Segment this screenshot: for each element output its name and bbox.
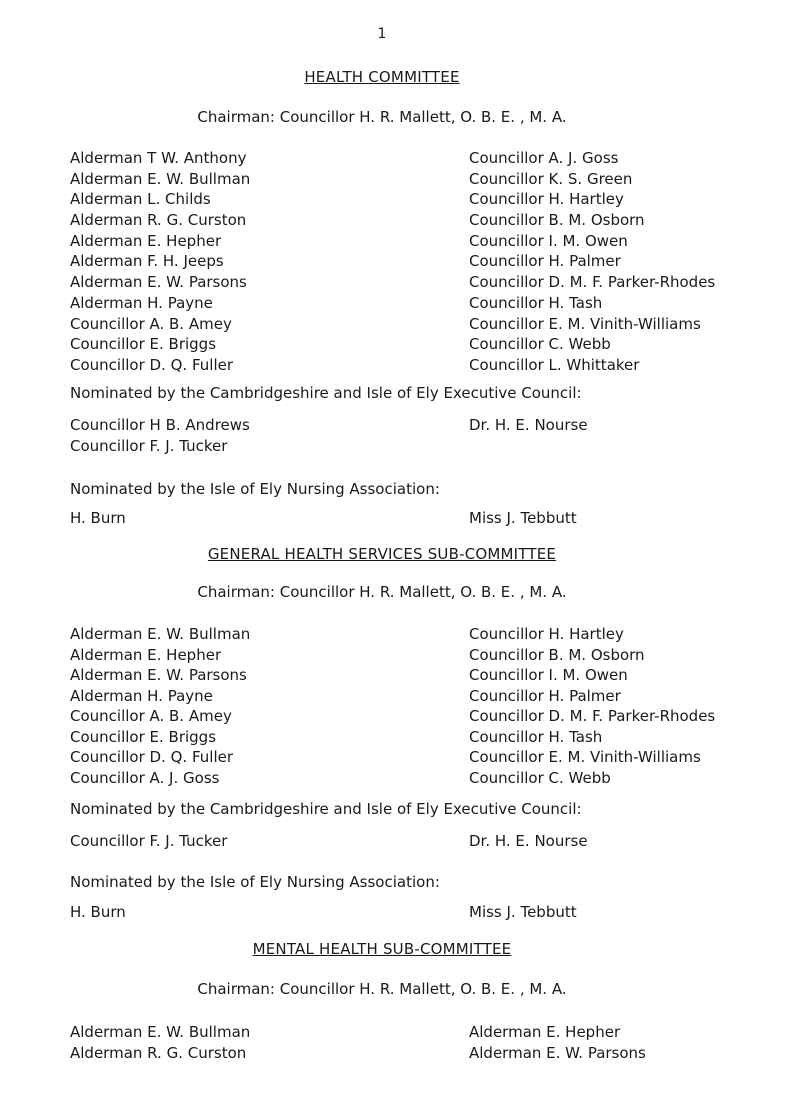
nursing-nomination-note: Nominated by the Isle of Ely Nursing Association:: [70, 480, 440, 498]
member-entry: Councillor L. Whittaker: [469, 355, 640, 374]
cambs-nomination-note: Nominated by the Cambridgeshire and Isle of Ely Executive Council:: [70, 384, 582, 402]
member-entry: Councillor C. Webb: [469, 335, 611, 354]
mental-sub-committee-title: MENTAL HEALTH SUB-COMMITTEE: [252, 940, 512, 958]
health-committee-chairman: Chairman: Councillor H. R. Mallett, O. B. E. , M. A.: [197, 108, 567, 126]
nominee-entry: Miss J. Tebbutt: [469, 903, 577, 921]
nominee-entry: Councillor F. J. Tucker: [70, 437, 228, 455]
general-sub-committee-title: GENERAL HEALTH SERVICES SUB-COMMITTEE: [207, 545, 557, 563]
member-entry: Alderman T W. Anthony: [70, 149, 247, 167]
member-entry: Alderman E. W. Bullman: [70, 625, 251, 643]
member-entry: Alderman L. Childs: [70, 190, 211, 209]
member-entry: Councillor D. M. F. Parker-Rhodes: [469, 273, 716, 292]
member-entry: Councillor D. Q. Fuller: [70, 748, 234, 766]
nominee-entry: H. Burn: [70, 509, 126, 527]
member-entry: Councillor A. B. Amey: [70, 707, 232, 725]
member-entry: Councillor E. M. Vinith-Williams: [469, 748, 701, 766]
member-entry: Councillor C. Webb: [469, 768, 611, 787]
member-entry: Alderman F. H. Jeeps: [70, 252, 224, 271]
health-committee-left-list: [70, 148, 250, 376]
member-entry: Councillor H. Hartley: [469, 190, 624, 209]
member-entry: Alderman E. W. Bullman: [70, 1023, 251, 1041]
member-entry: Councillor H. Tash: [469, 727, 603, 746]
mental-sub-committee-right-list: [469, 1022, 646, 1063]
member-entry: Alderman E. W. Parsons: [70, 273, 247, 292]
health-committee-right-list: [469, 148, 715, 376]
member-entry: Councillor A. J. Goss: [70, 768, 220, 787]
general-sub-committee-left-list: [70, 624, 250, 788]
member-entry: Alderman E. W. Bullman: [70, 169, 251, 188]
general-sub-committee-chairman: Chairman: Councillor H. R. Mallett, O. B. E. , M. A.: [197, 583, 567, 601]
health-committee-title: HEALTH COMMITTEE: [304, 68, 460, 86]
member-entry: Alderman E. W. Parsons: [469, 1043, 646, 1062]
cambs-nomination-note: Nominated by the Cambridgeshire and Isle of Ely Executive Council:: [70, 800, 582, 818]
nominee-entry: Councillor H B. Andrews: [70, 416, 250, 434]
member-entry: Councillor I. M. Owen: [469, 231, 628, 250]
member-entry: Councillor E. Briggs: [70, 335, 217, 354]
member-entry: Councillor A. J. Goss: [469, 149, 619, 167]
page-number: 1: [377, 26, 387, 42]
member-entry: Alderman E. Hepher: [70, 645, 222, 664]
member-entry: Councillor D. M. F. Parker-Rhodes: [469, 707, 716, 725]
member-entry: Councillor E. Briggs: [70, 727, 217, 746]
nominee-entry: Dr. H. E. Nourse: [469, 832, 588, 850]
nominee-entry: Dr. H. E. Nourse: [469, 416, 588, 434]
nominee-entry: Miss J. Tebbutt: [469, 509, 577, 527]
nominee-entry: Councillor F. J. Tucker: [70, 832, 228, 850]
member-entry: Alderman E. W. Parsons: [70, 666, 247, 684]
member-entry: Alderman E. Hepher: [469, 1023, 621, 1041]
member-entry: Councillor H. Palmer: [469, 686, 621, 705]
member-entry: Councillor H. Palmer: [469, 252, 621, 271]
member-entry: Councillor H. Hartley: [469, 625, 624, 643]
general-sub-committee-right-list: [469, 624, 715, 788]
member-entry: Councillor D. Q. Fuller: [70, 355, 234, 374]
mental-sub-committee-chairman: Chairman: Councillor H. R. Mallett, O. B. E. , M. A.: [197, 980, 567, 998]
nominee-entry: H. Burn: [70, 903, 126, 921]
member-entry: Councillor K. S. Green: [469, 169, 633, 188]
member-entry: Councillor B. M. Osborn: [469, 211, 645, 230]
member-entry: Councillor B. M. Osborn: [469, 645, 645, 664]
member-entry: Councillor H. Tash: [469, 293, 603, 312]
member-entry: Alderman E. Hepher: [70, 231, 222, 250]
member-entry: Councillor I. M. Owen: [469, 666, 628, 684]
member-entry: Alderman H. Payne: [70, 293, 213, 312]
member-entry: Alderman H. Payne: [70, 686, 213, 705]
mental-sub-committee-left-list: [70, 1022, 250, 1063]
member-entry: Alderman R. G. Curston: [70, 211, 247, 230]
member-entry: Alderman R. G. Curston: [70, 1043, 247, 1062]
member-entry: Councillor E. M. Vinith-Williams: [469, 314, 701, 333]
nursing-nomination-note: Nominated by the Isle of Ely Nursing Association:: [70, 873, 440, 891]
member-entry: Councillor A. B. Amey: [70, 314, 232, 333]
